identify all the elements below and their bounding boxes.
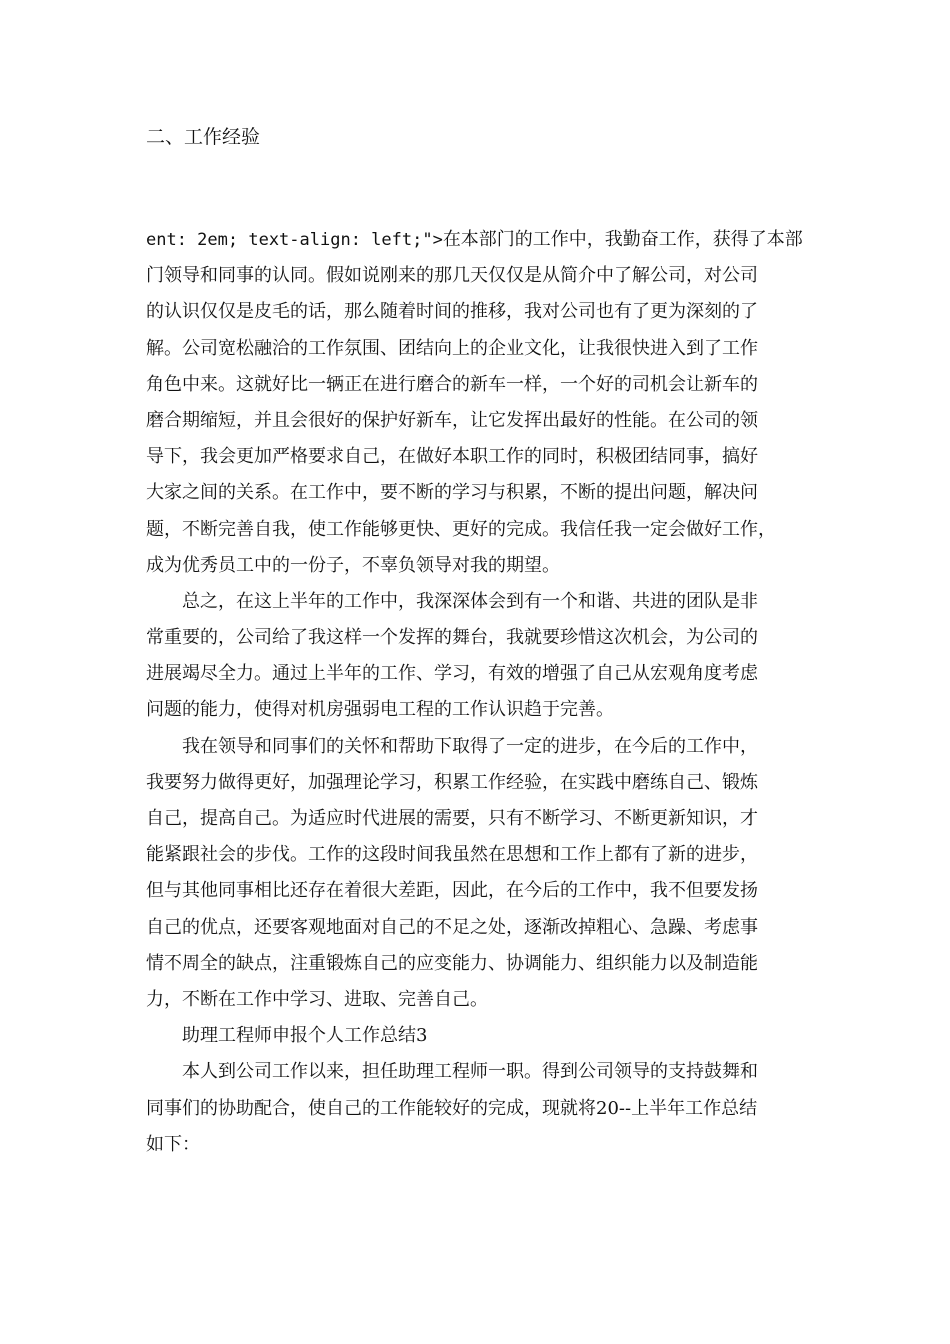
text-line: 情不周全的缺点，注重锻炼自己的应变能力、协调能力、组织能力以及制造能 (146, 952, 758, 974)
section-heading: 二、工作经验 (146, 126, 261, 148)
text-line: 我在领导和同事们的关怀和帮助下取得了一定的进步，在今后的工作中， (182, 735, 758, 757)
text-line: 角色中来。这就好比一辆正在进行磨合的新车一样，一个好的司机会让新车的 (146, 373, 758, 395)
text-line: 进展竭尽全力。通过上半年的工作、学习，有效的增强了自己从宏观角度考虑 (146, 663, 758, 685)
text-line: 如下： (146, 1133, 200, 1155)
text-line: 能紧跟社会的步伐。工作的这段时间我虽然在思想和工作上都有了新的进步， (146, 844, 758, 866)
paragraph-future-plans (146, 729, 812, 1019)
paragraph-introduction (146, 1054, 812, 1163)
text-line-rest: 在本部门的工作中，我勤奋工作，获得了本部 (442, 229, 803, 250)
text-line: 的认识仅仅是皮毛的话，那么随着时间的推移，我对公司也有了更为深刻的了 (146, 301, 758, 323)
text-line: 门领导和同事的认同。假如说刚来的那几天仅仅是从简介中了解公司，对公司 (146, 265, 758, 287)
text-line: 总之，在这上半年的工作中，我深深体会到有一个和谐、共进的团队是非 (182, 590, 758, 612)
text-line: 我要努力做得更好，加强理论学习，积累工作经验，在实践中磨练自己、锻炼 (146, 771, 758, 793)
text-line: 大家之间的关系。在工作中，要不断的学习与积累，不断的提出问题，解决问 (146, 482, 758, 504)
paragraph-summary (146, 584, 812, 729)
document-subtitle: 助理工程师申报个人工作总结3 (182, 1025, 428, 1047)
text-line: 力，不断在工作中学习、进取、完善自己。 (146, 988, 488, 1010)
text-line: 问题的能力，使得对机房强弱电工程的工作认识趋于完善。 (146, 699, 614, 721)
text-line: 但与其他同事相比还存在着很大差距，因此，在今后的工作中，我不但要发扬 (146, 880, 758, 902)
paragraph-work-experience (146, 222, 812, 584)
text-line: 成为优秀员工中的一份子，不辜负领导对我的期望。 (146, 554, 560, 576)
text-line: 同事们的协助配合，使自己的工作能较好的完成，现就将20--上半年工作总结 (146, 1097, 758, 1119)
text-line: 解。公司宽松融洽的工作氛围、团结向上的企业文化，让我很快进入到了工作 (146, 337, 758, 359)
paragraph-subtitle (146, 1018, 812, 1054)
text-line: 自己的优点，还要客观地面对自己的不足之处，逐渐改掉粗心、急躁、考虑事 (146, 916, 758, 938)
text-line: 常重要的，公司给了我这样一个发挥的舞台，我就要珍惜这次机会，为公司的 (146, 627, 758, 649)
text-line (146, 222, 812, 258)
stray-css-text: ent: 2em; text-align: left;"> (146, 230, 443, 250)
body-text (146, 222, 812, 1163)
text-line: 磨合期缩短，并且会很好的保护好新车，让它发挥出最好的性能。在公司的领 (146, 409, 758, 431)
text-line: 题，不断完善自我，使工作能够更快、更好的完成。我信任我一定会做好工作， (146, 518, 776, 540)
text-line: 导下，我会更加严格要求自己，在做好本职工作的同时，积极团结同事，搞好 (146, 446, 758, 468)
text-line: 本人到公司工作以来，担任助理工程师一职。得到公司领导的支持鼓舞和 (182, 1061, 758, 1083)
text-line: 自己，提高自己。为适应时代进展的需要，只有不断学习、不断更新知识，才 (146, 808, 758, 829)
